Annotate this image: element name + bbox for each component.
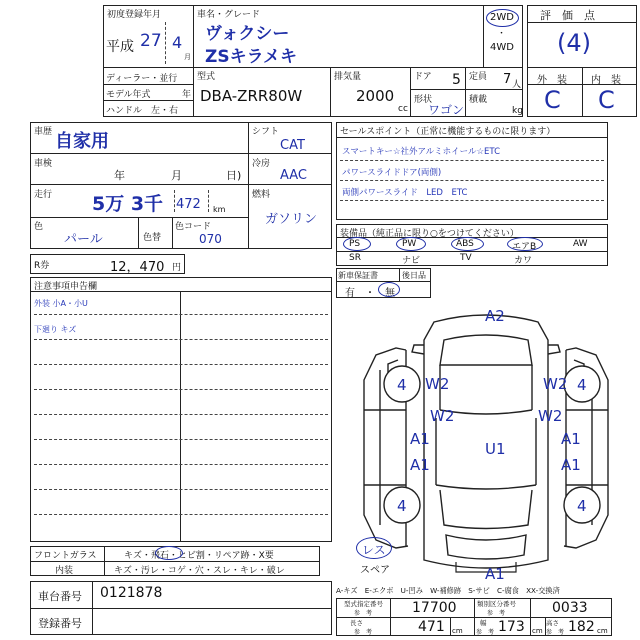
inspection-label: 車検 <box>34 159 53 169</box>
sales-points-label: セールスポイント（正常に機能するものに限ります） <box>340 127 556 137</box>
carname-label: 車名・グレード <box>197 10 261 20</box>
interior-score: C <box>598 86 615 114</box>
notes-ruled-line <box>34 389 328 390</box>
width-value: 173 <box>498 619 525 635</box>
exterior-score: C <box>544 86 561 114</box>
spec-number-label: 型式指定番号 <box>344 600 383 608</box>
interior-cond-label: 内装 <box>55 566 74 576</box>
notes-ruled-line <box>34 439 328 440</box>
notes-line-1: 外装 小A・小U <box>34 299 88 308</box>
damage-w2-right-1: W2 <box>543 375 568 393</box>
height-label: 高さ <box>546 619 559 627</box>
drive-dot: ・ <box>497 29 507 39</box>
shift-label: シフト <box>252 127 280 137</box>
grade-value: ZSキラメキ <box>205 47 298 67</box>
capacity-unit: 人 <box>512 80 522 90</box>
spec-number-sub: 参 考 <box>354 610 373 617</box>
score-value: (4) <box>557 29 591 57</box>
interior-label: 内 装 <box>591 75 621 86</box>
color-code-value: 070 <box>199 232 222 246</box>
damage-legend: A-キズ E-エクボ U-凹み W-補修跡 S-サビ C-腐食 XX-交換済 <box>336 586 560 595</box>
load-label: 積載 <box>469 95 488 105</box>
reg-date-label: 初度登録年月 <box>107 10 162 20</box>
registration-label: 登録番号 <box>38 617 82 630</box>
mileage-label: 走行 <box>34 190 53 200</box>
fuel-label: 燃料 <box>252 190 271 200</box>
kg-unit: kg <box>512 106 523 116</box>
damage-a1-right-1: A1 <box>561 430 581 448</box>
spec-number-value: 17700 <box>412 600 457 616</box>
length-sub: 参 考 <box>354 629 373 636</box>
score-label: 評 価 点 <box>540 9 595 22</box>
notes-ruled-line <box>34 364 328 365</box>
reg-month: 4 <box>172 33 183 52</box>
sales-point-line-2: パワースライドドア(両側) <box>342 168 442 178</box>
equip-ps: PS <box>349 239 361 249</box>
color-change-label: 色替 <box>143 233 162 243</box>
ac-value: AAC <box>280 168 307 183</box>
damage-w2-left-2: W2 <box>430 407 455 425</box>
warranty-later-label: 後日品 <box>402 271 426 280</box>
width-sub: 参 考 <box>476 629 495 636</box>
warranty-none-circle <box>378 282 400 297</box>
notes-ruled-line <box>34 339 328 340</box>
handle-label: ハンドル 左・右 <box>106 106 179 116</box>
color-label: 色 <box>34 222 44 232</box>
equip-sr: SR <box>349 253 361 263</box>
frame-number-label: 車台番号 <box>38 590 82 603</box>
use-label: 車歴 <box>34 127 53 137</box>
damage-a1-left-2: A1 <box>410 456 430 474</box>
equip-abs-circle <box>451 237 484 251</box>
displacement-value: 2000 <box>356 87 395 105</box>
category-number-label: 類別区分番号 <box>477 600 516 608</box>
reg-era: 平成 <box>106 39 134 55</box>
yen-unit: 円 <box>172 263 182 273</box>
spare-label: スペア <box>360 565 390 576</box>
drive-4wd: 4WD <box>490 42 514 53</box>
door-label: ドア <box>414 72 432 82</box>
shape-value: ワゴン <box>428 103 465 117</box>
front-glass-label: フロントガラス <box>34 551 97 561</box>
model-year-unit: 年 <box>182 90 192 100</box>
mileage-small: 472 <box>176 197 201 212</box>
equip-pw: PW <box>402 239 417 249</box>
inspection-day-unit: 日) <box>226 169 242 182</box>
width-unit: cm <box>532 627 543 635</box>
exterior-label: 外 装 <box>537 75 567 86</box>
width-label: 幅 <box>480 619 487 627</box>
displacement-label: 排気量 <box>334 72 362 82</box>
notes-ruled-line <box>34 514 328 515</box>
equipment-label: 装備品（純正品に限り○をつけてください） <box>340 229 519 239</box>
recycle-label: R券 <box>34 261 50 271</box>
equip-leather: カワ <box>514 256 533 266</box>
reg-month-unit: 月 <box>184 53 191 61</box>
type-value: DBA-ZRR80W <box>200 87 303 105</box>
model-year-label: モデル年式 <box>106 90 151 100</box>
reg-year: 27 <box>140 31 162 51</box>
equip-tv: TV <box>460 253 472 263</box>
notes-line-2: 下廻り キズ <box>34 325 77 334</box>
damage-a1-right-2: A1 <box>561 456 581 474</box>
equip-aw: AW <box>573 239 588 249</box>
notes-ruled-line <box>34 314 328 315</box>
interior-cond-value: キズ・汚レ・コゲ・穴・スレ・キレ・破レ <box>114 566 285 576</box>
ac-label: 冷房 <box>252 159 271 169</box>
equip-navi: ナビ <box>402 256 421 266</box>
length-unit: cm <box>452 627 463 635</box>
capacity-label: 定員 <box>469 72 488 82</box>
tire-rear-right: 4 <box>577 497 587 515</box>
notes-box <box>30 277 332 542</box>
tire-front-right: 4 <box>577 376 587 394</box>
category-number-value: 0033 <box>552 600 588 616</box>
drive-2wd: 2WD <box>490 12 514 23</box>
door-value: 5 <box>452 72 461 88</box>
equip-airbag-circle <box>507 237 543 251</box>
color-value: パール <box>64 232 103 247</box>
inspection-year-unit: 年 <box>114 169 125 182</box>
height-value: 182 <box>568 619 595 635</box>
equip-abs: ABS <box>456 239 474 249</box>
shape-label: 形状 <box>414 95 433 105</box>
equip-ps-circle <box>343 237 371 251</box>
drive-2wd-circle <box>486 9 519 27</box>
dealer-label: ディーラー・並行 <box>106 74 178 84</box>
type-label: 型式 <box>197 72 216 82</box>
color-code-label: 色コード <box>175 222 212 232</box>
front-glass-value: キズ・飛石・ヒビ割・リペア跡・X要 <box>124 551 274 561</box>
damage-w2-right-2: W2 <box>538 407 563 425</box>
damage-w2-left-1: W2 <box>425 375 450 393</box>
notes-label: 注意事項申告欄 <box>34 282 98 292</box>
spare-handwritten: レス <box>362 543 386 557</box>
height-sub: 参 考 <box>546 629 565 636</box>
damage-a1-left-1: A1 <box>410 430 430 448</box>
height-unit: cm <box>597 627 608 635</box>
shift-value: CAT <box>280 138 305 153</box>
warranty-value: 有 ・ 無 <box>345 288 395 299</box>
spare-circle <box>356 537 392 559</box>
equip-airbag: エアB <box>512 242 537 252</box>
tire-rear-left: 4 <box>397 497 407 515</box>
recycle-value: 12，470 <box>110 260 165 275</box>
front-glass-chip-circle <box>155 546 183 560</box>
fuel-value: ガソリン <box>265 212 318 227</box>
sales-point-line-1: スマートキー☆社外アルミホイール☆ETC <box>342 147 501 157</box>
tire-front-left: 4 <box>397 376 407 394</box>
frame-number-value: 0121878 <box>100 585 163 601</box>
cc-unit: cc <box>398 104 408 114</box>
mileage-handwritten: 5万 3千 <box>92 193 164 215</box>
length-label: 長さ <box>350 619 363 627</box>
use-value: 自家用 <box>55 131 109 152</box>
km-unit: km <box>213 205 226 214</box>
notes-ruled-line <box>34 489 328 490</box>
warranty-label: 新車保証書 <box>338 271 378 280</box>
category-number-sub: 参 考 <box>487 610 506 617</box>
damage-a2: A2 <box>485 307 505 325</box>
notes-ruled-line <box>34 414 328 415</box>
damage-a1-bottom: A1 <box>485 565 505 583</box>
length-value: 471 <box>418 619 445 635</box>
sales-point-line-3: 両側パワースライド LED ETC <box>342 188 468 198</box>
notes-ruled-line <box>34 464 328 465</box>
capacity-value: 7 <box>503 72 512 87</box>
carname-value: ヴォクシー <box>205 24 290 44</box>
equip-pw-circle <box>396 237 426 251</box>
damage-u1: U1 <box>485 440 506 458</box>
inspection-month-unit: 月 <box>171 169 182 182</box>
